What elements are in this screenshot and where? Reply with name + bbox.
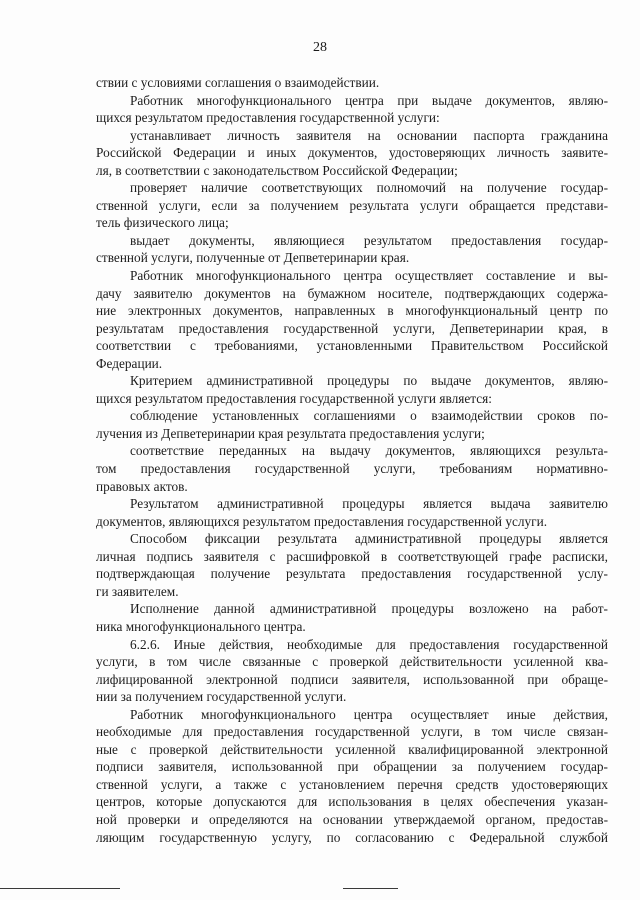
text-line: ной проверки и определяются на основании утверждаемой органом, предостав- <box>96 811 608 827</box>
text-line: устанавливает личность заявителя на основании паспорта гражданина <box>130 127 608 143</box>
text-line: услуги, в том числе связанные с проверкой действительности усиленной ква- <box>96 654 608 670</box>
document-body <box>96 74 608 846</box>
text-line: ника многофункционального центра. <box>96 618 306 634</box>
text-line: Работник многофункционального центра осуществляет иные действия, <box>130 706 608 722</box>
text-line: проверяет наличие соответствующих полномочий на получение государ- <box>130 180 608 196</box>
text-line: Результатом административной процедуры является выдача заявителю <box>130 496 608 512</box>
text-line: Работник многофункционального центра при выдаче документов, являю- <box>130 92 608 108</box>
text-line: ствии с условиями соглашения о взаимодействии. <box>96 75 380 90</box>
text-line: Исполнение данной административной процедуры возложено на работ- <box>130 601 608 617</box>
text-line: ственной услуги, а также с установлением перечня средств удостоверяющих <box>96 776 608 792</box>
text-line: Работник многофункционального центра осуществляет составление и вы- <box>130 268 608 284</box>
text-line: центров, которые допускаются для использования в целях обеспечения указан- <box>96 794 608 810</box>
text-line: соответствии с требованиями, установленными Правительством Российской <box>96 338 608 354</box>
text-line: Федерации. <box>96 355 163 371</box>
text-line: Способом фиксации результата административной процедуры является <box>130 531 608 547</box>
text-line: ги заявителем. <box>96 583 179 599</box>
text-line: дачу заявителю документов на бумажном носителе, подтверждающих содержа- <box>96 285 608 301</box>
text-line: щихся результатом предоставления государственной услуги: <box>96 110 440 126</box>
text-line: ние электронных документов, направленных в многофункциональный центр по <box>96 303 608 319</box>
text-line: соответствие переданных на выдачу документов, являющихся результа- <box>130 443 608 459</box>
text-line: необходимые для предоставления государственной услуги, в том числе связан- <box>96 724 608 740</box>
text-line: ляющим государственную услугу, по согласованию с Федеральной службой <box>96 829 608 845</box>
text-line: лучения из Депветеринарии края результата предоставления услуги; <box>96 425 485 441</box>
text-line: подписи заявителя, использованной при обращении за получением государ- <box>96 759 608 775</box>
text-line: 6.2.6. Иные действия, необходимые для предоставления государственной <box>130 636 608 652</box>
text-line: ственной услуги, если за получением результата услуги обращается представи- <box>96 197 608 213</box>
text-line: Критерием административной процедуры по выдаче документов, являю- <box>130 373 608 389</box>
text-line: нии за получением государственной услуги. <box>96 689 347 705</box>
footer-rule-left <box>0 888 120 889</box>
text-line: соблюдение установленных соглашениями о взаимодействии сроков по- <box>130 408 608 424</box>
page-number: 28 <box>313 40 327 55</box>
text-line: ственной услуги, полученные от Депветеринарии края. <box>96 250 410 266</box>
footer-rule-center <box>343 888 398 889</box>
text-line: выдает документы, являющиеся результатом предоставления государ- <box>130 232 608 248</box>
text-line: ля, в соответствии с законодательством Российской Федерации; <box>96 162 458 178</box>
text-line: личная подпись заявителя с расшифровкой в соответствующей графе расписки, <box>96 548 608 564</box>
text-line: том предоставления государственной услуги, требованиям нормативно- <box>96 461 608 477</box>
text-line: Российской Федерации и иных документов, удостоверяющих личность заявите- <box>96 145 608 161</box>
text-line: документов, являющихся результатом предоставления государственной услуги. <box>96 513 548 529</box>
text-line: ные с проверкой действительности усиленной квалифицированной электронной <box>96 741 608 757</box>
text-line: лифицированной электронной подписи заявителя, использованной при обраще- <box>96 671 608 687</box>
text-line: щихся результатом предоставления государственной услуги является: <box>96 390 492 406</box>
text-line: подтверждающая получение результата предоставления государственной услу- <box>96 566 608 582</box>
text-line: результатам предоставления государственной услуги, Депветеринарии края, в <box>96 320 608 336</box>
text-line: тель физического лица; <box>96 215 229 231</box>
text-line: правовых актов. <box>96 478 188 494</box>
